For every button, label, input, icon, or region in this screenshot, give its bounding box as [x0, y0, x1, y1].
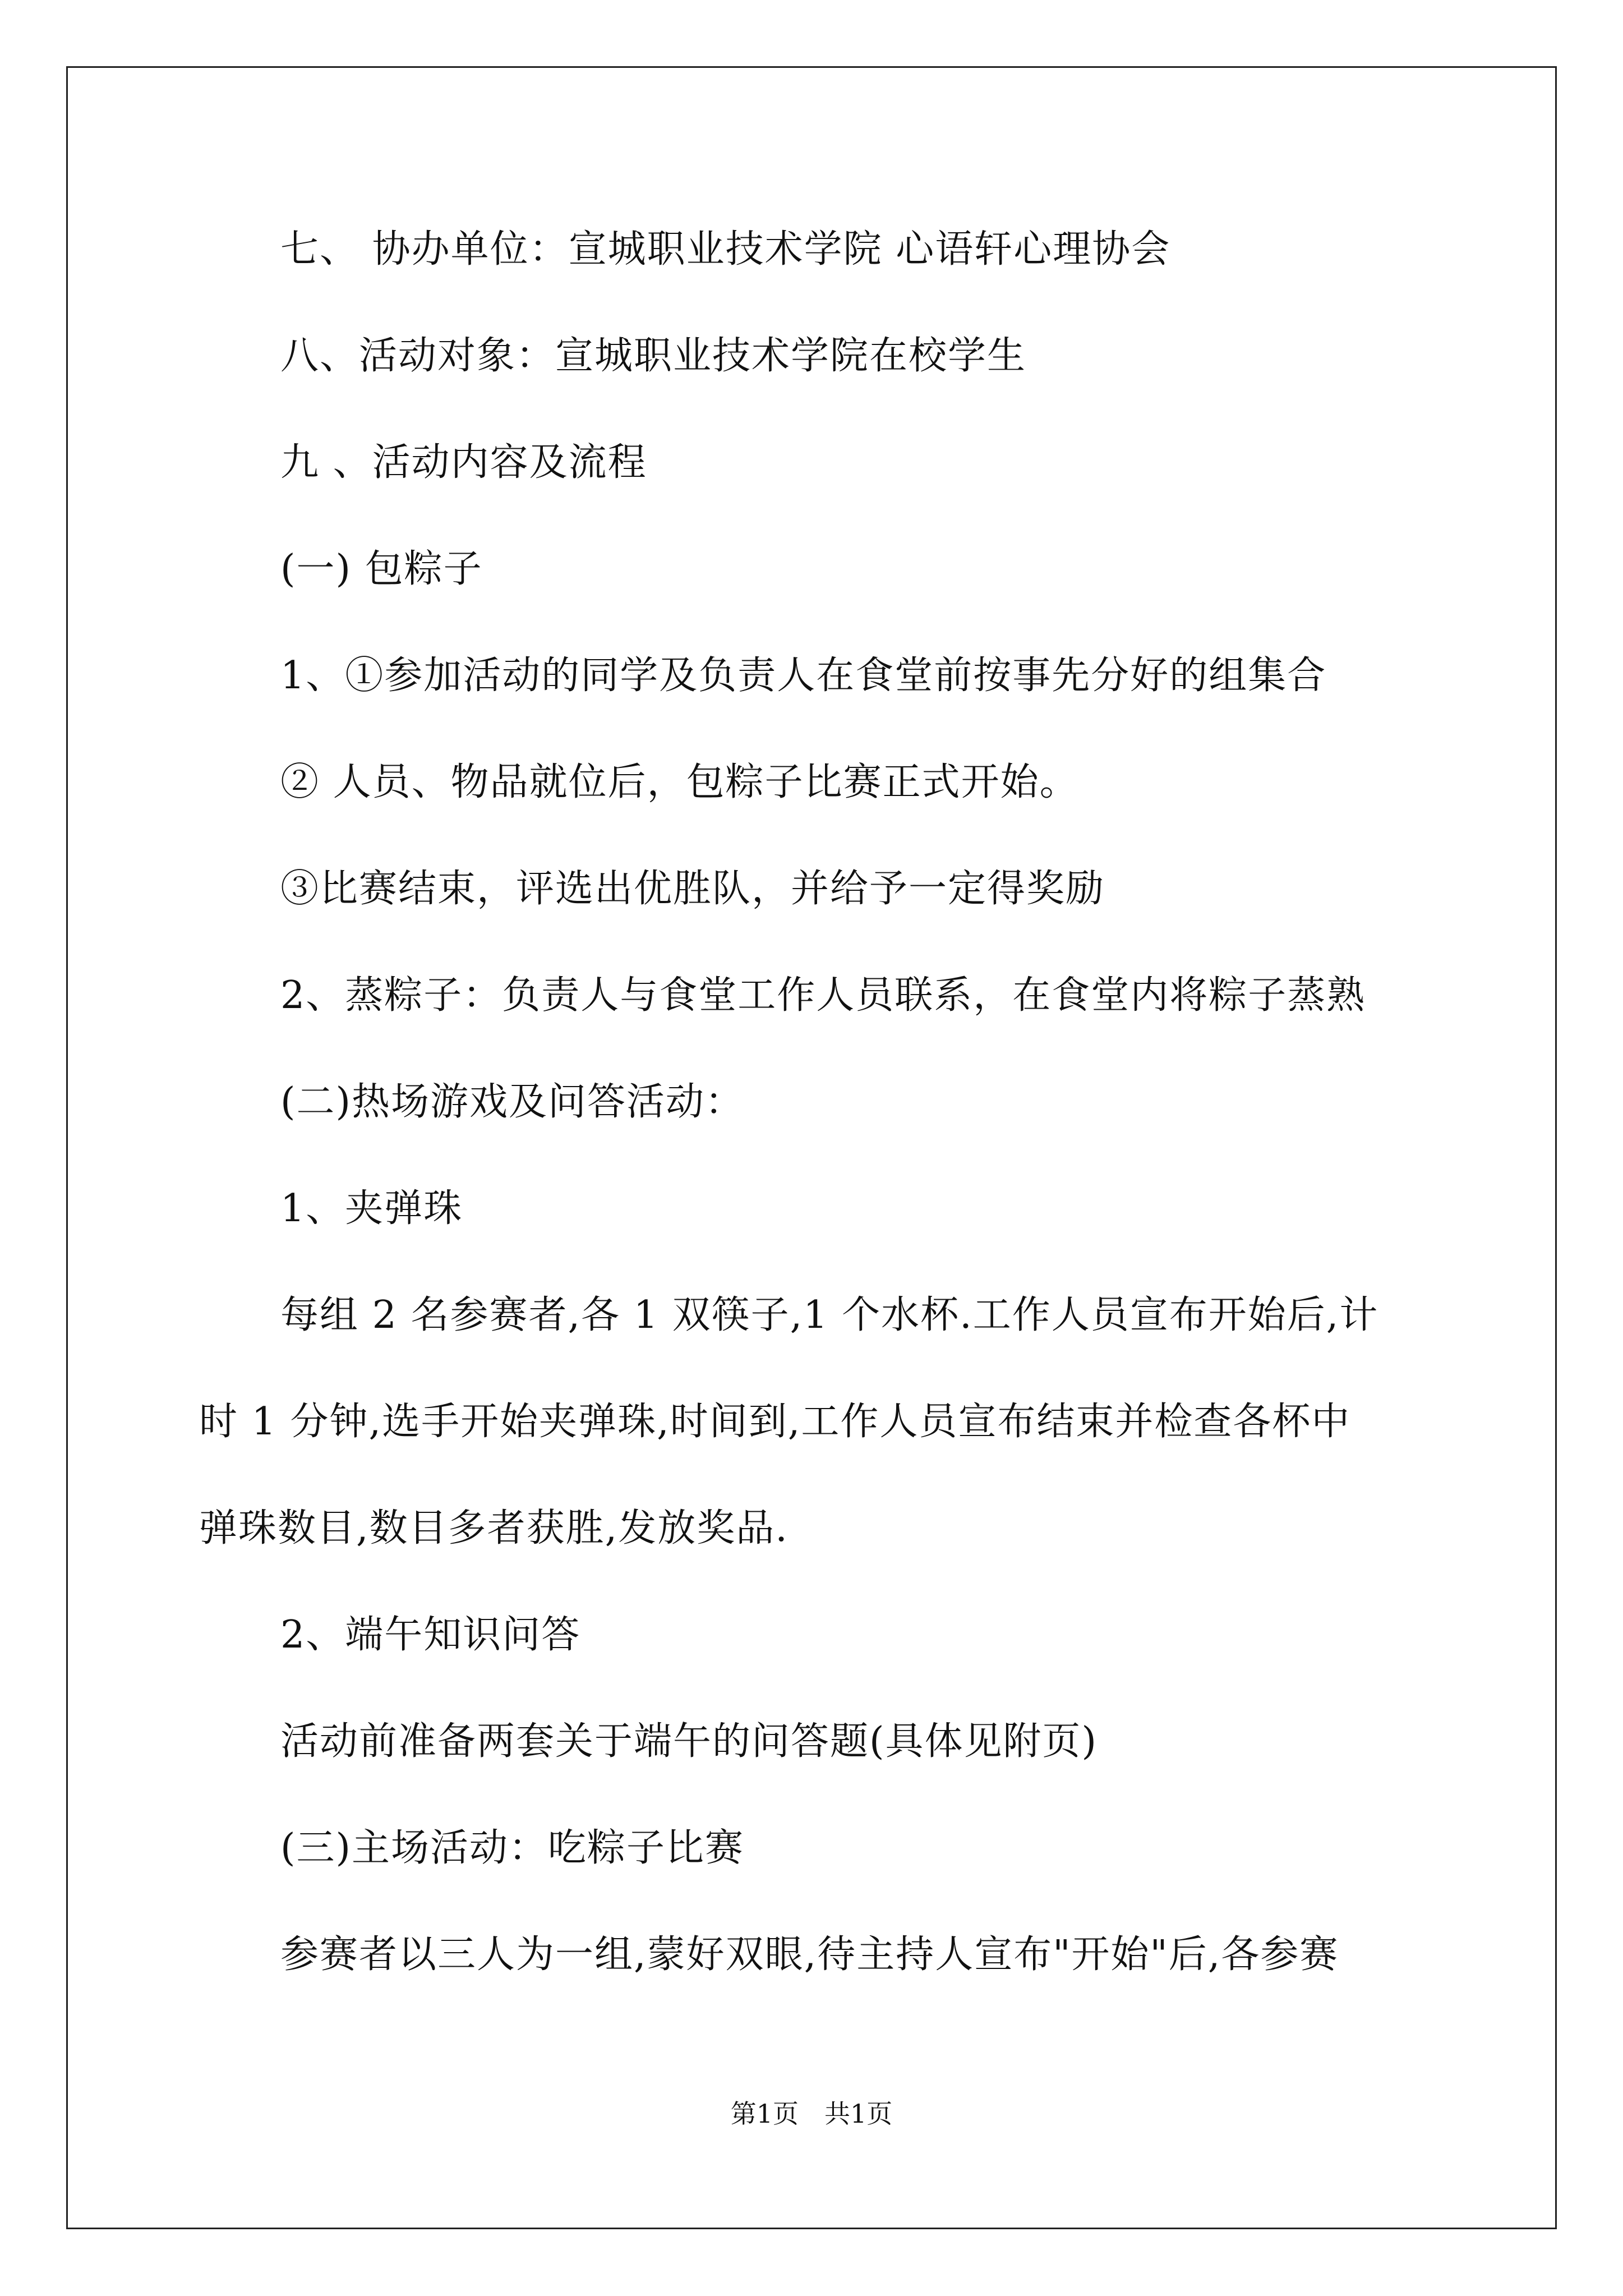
subsection-three-heading: (三)主场活动：吃粽子比赛	[280, 1826, 745, 1870]
subsection-one-heading: (一) 包粽子	[280, 547, 483, 591]
subsection-two-heading: (二)热场游戏及问答活动：	[280, 1080, 745, 1124]
paragraph: 每组 2 名参赛者,各 1 双筷子,1 个水杯.工作人员宣布开始后,计	[280, 1293, 1379, 1337]
paragraph-continuation: 弹珠数目,数目多者获胜,发放奖品.	[199, 1506, 789, 1550]
paragraph: 参赛者以三人为一组,蒙好双眼,待主持人宣布"开始"后,各参赛	[280, 1932, 1339, 1977]
page-footer: 第1页 共1页	[730, 2099, 893, 2129]
paragraph: ③比赛结束，评选出优胜队，并给予一定得奖励	[280, 867, 1105, 911]
section-eight: 八、活动对象：宣城职业技术学院在校学生	[280, 334, 1027, 378]
item-heading: 1、夹弹珠	[280, 1186, 463, 1231]
item-heading: 2、端午知识问答	[280, 1613, 581, 1657]
paragraph: 1、①参加活动的同学及负责人在食堂前按事先分好的组集合	[280, 654, 1327, 698]
page-border	[66, 66, 1557, 2229]
paragraph: 活动前准备两套关于端午的问答题(具体见附页)	[280, 1719, 1098, 1764]
section-seven: 七、 协办单位：宣城职业技术学院 心语轩心理协会	[280, 227, 1171, 272]
paragraph-continuation: 时 1 分钟,选手开始夹弹珠,时间到,工作人员宣布结束并检查各杯中	[199, 1400, 1351, 1444]
paragraph: ② 人员、物品就位后，包粽子比赛正式开始。	[280, 760, 1079, 804]
paragraph: 2、蒸粽子：负责人与食堂工作人员联系，在食堂内将粽子蒸熟	[280, 973, 1366, 1018]
section-nine-heading: 九 、活动内容及流程	[280, 440, 647, 485]
